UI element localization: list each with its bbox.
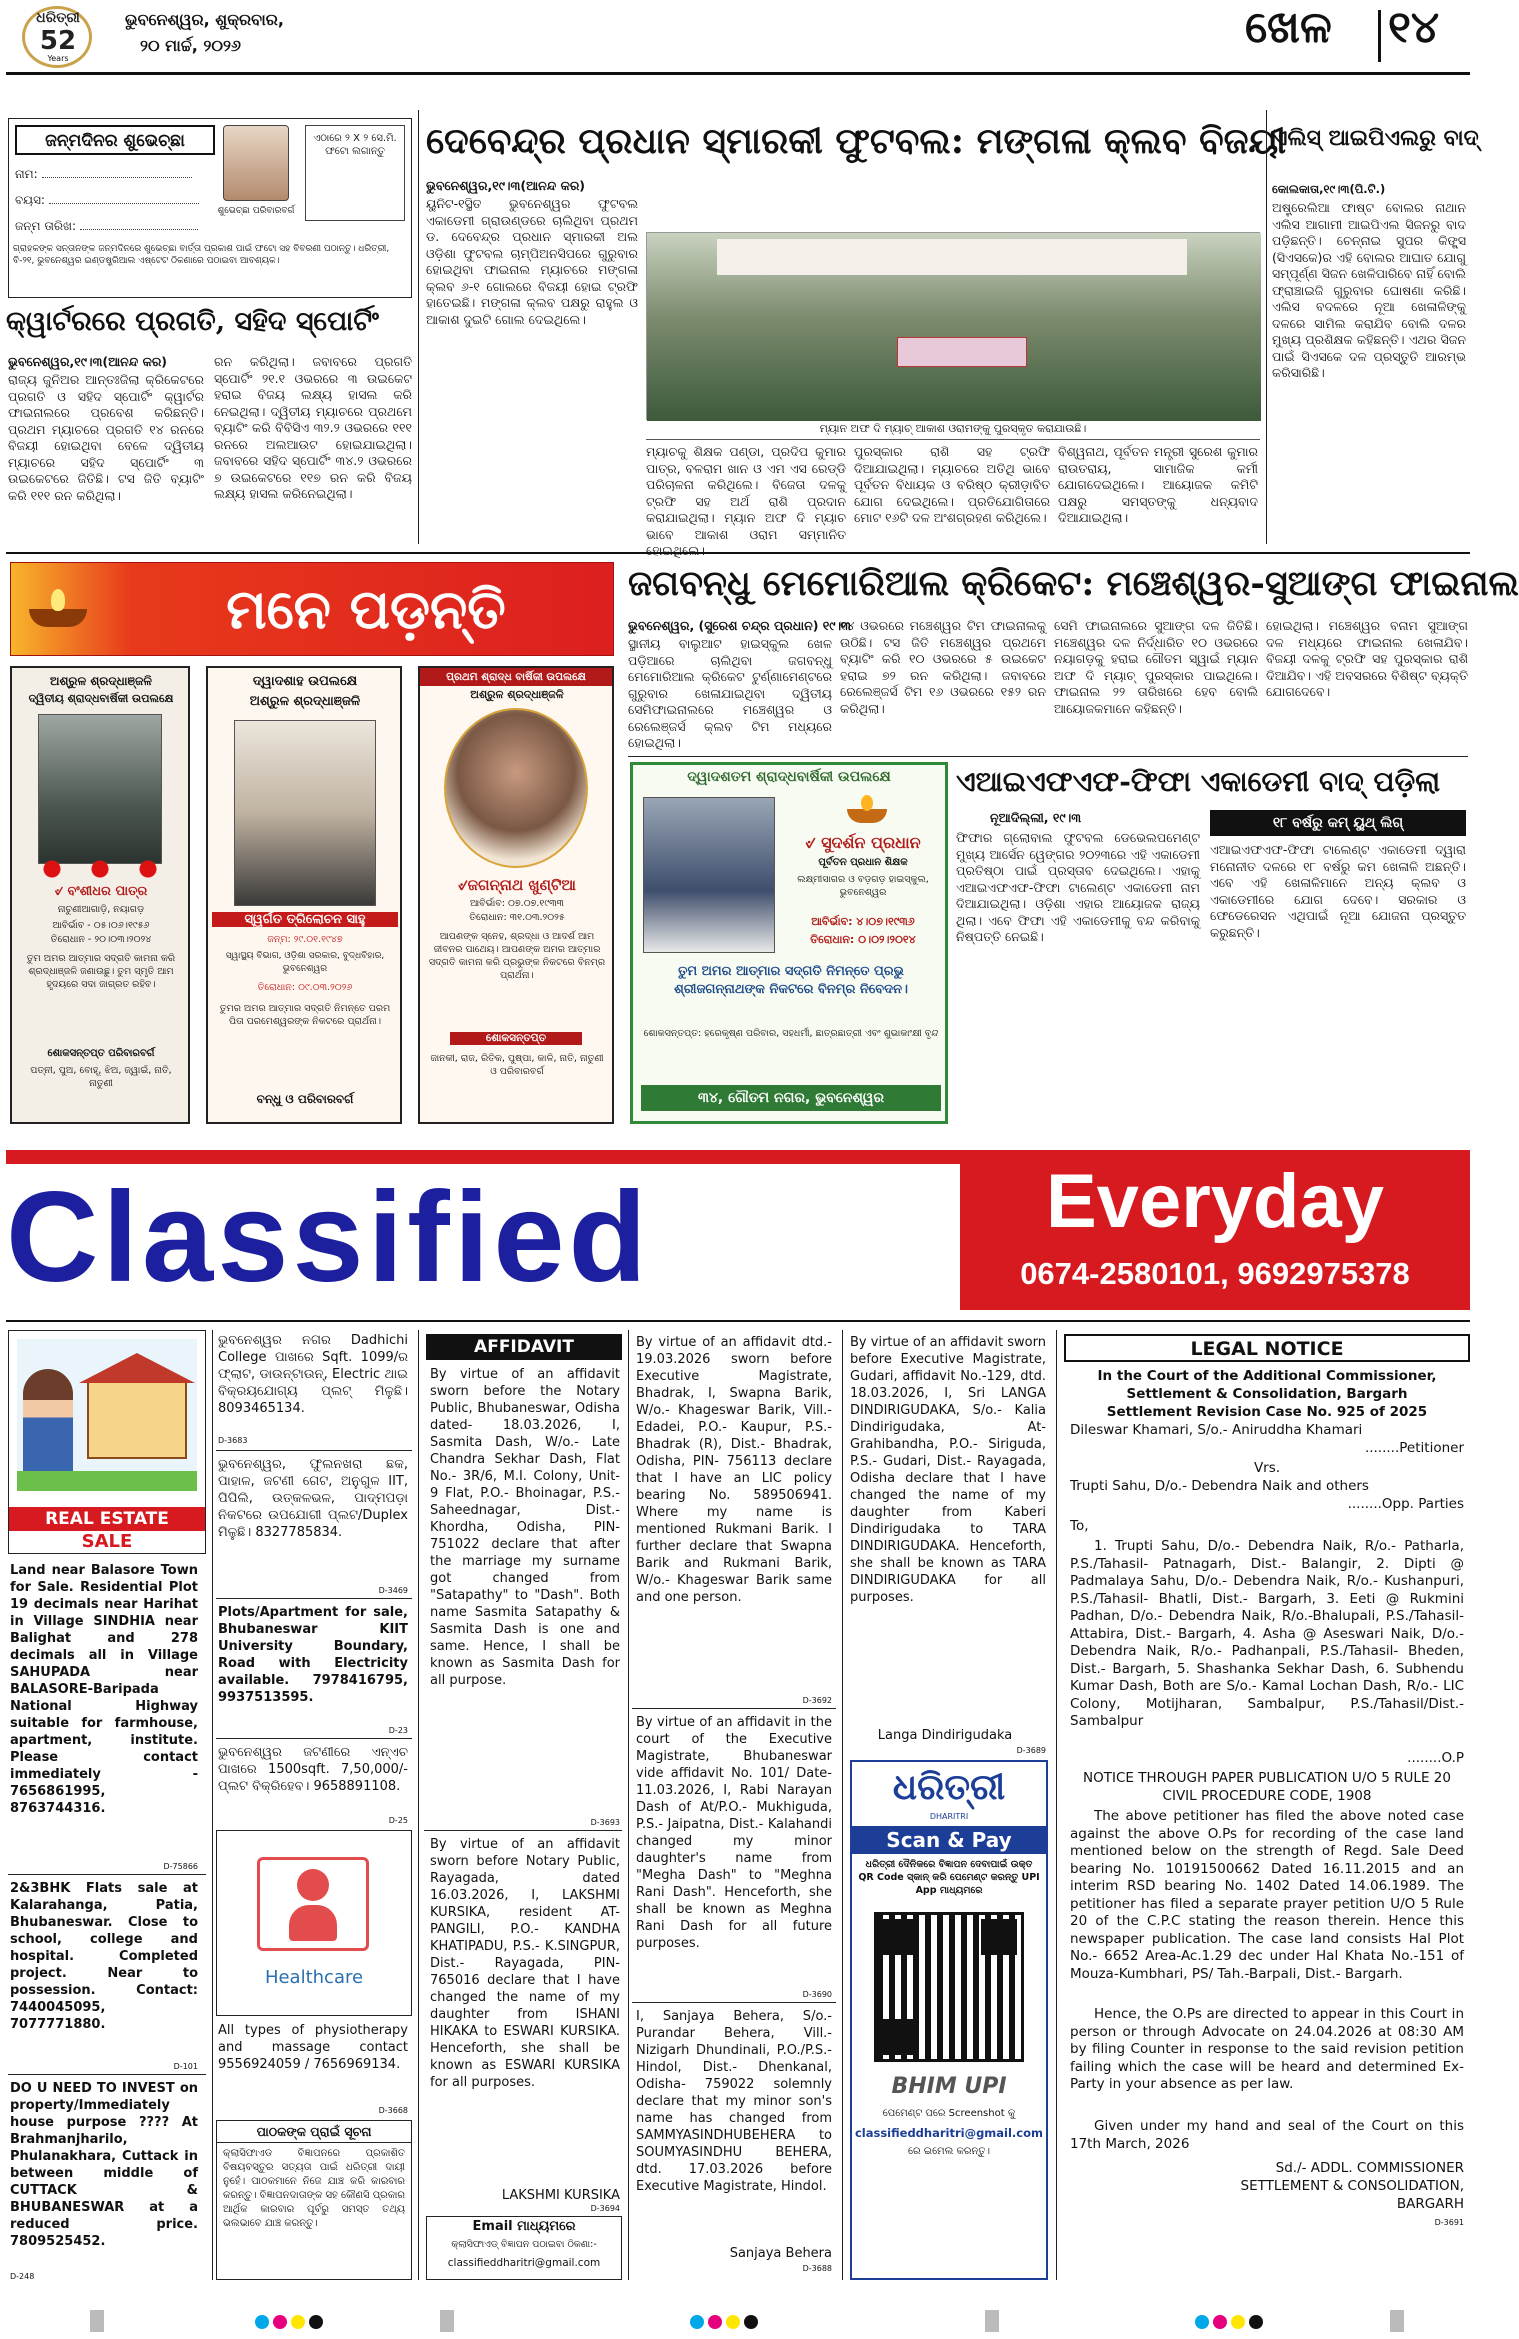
classified-phone[interactable]: 0674-2580101, 9692975378 — [1020, 1256, 1410, 1291]
aiff-col1: ଫିଫାର ଗ୍ଲୋବାଲ ଫୁଟବଲ ଡେଭେଲପମେଣ୍ଟ ମୁଖ୍ୟ ଆର୍ସେନ ୱେଙ୍ଗର ୨୦୨୩ରେ ଏହି ଏକାଡେମୀ ପ୍ରତିଷ୍ଠା ପାଇଁ ପ୍ରସ୍ତାବ ଦେଇଥିଲେ। ଏହାକୁ ଏଆଇଏଫଏଫ-ଫିଫା ଟାଲେଣ୍ଟ ଏକାଡେମୀ ନାମ ଦିଆଯାଇଥିଲା। ଓଡ଼ିଶା ଏହାର ଆୟୋଜକ ରାଜ୍ୟ ଥିଲା। ଏବେ ଫିଫା ଏହି ଏକାଡେମୀକୁ ବନ୍ଦ କରିବାକୁ ନିଷ୍ପତ୍ତି ନେଇଛି। — [956, 830, 1200, 944]
obit3-title: ପ୍ରଥମ ଶ୍ରାଦ୍ଧ ବାର୍ଷିକୀ ଉପଲକ୍ଷେ — [420, 668, 612, 686]
row-divider-2 — [628, 756, 1468, 757]
cyan-dot — [255, 2315, 269, 2329]
black-dot — [1249, 2315, 1263, 2329]
lamp-flame — [51, 589, 65, 611]
mark-group-2 — [255, 2314, 327, 2333]
print-marks — [0, 2300, 1476, 2339]
pay-footer: ପେମେଣ୍ଟ ପରେ Screenshot କୁ — [882, 2108, 1016, 2119]
obit1-title: ଅଶ୍ରୁଳ ଶ୍ରଦ୍ଧାଞ୍ଜଳି — [50, 674, 152, 688]
classified-tag: Everyday — [1045, 1159, 1385, 1244]
black-dot — [744, 2315, 758, 2329]
reader-notice — [216, 2120, 412, 2280]
pay-email[interactable]: classifieddharitri@gmail.com — [854, 2126, 1044, 2140]
dadhichi-ad-ref: D-3683 — [218, 1436, 248, 1445]
obit4-birth: ଆବିର୍ଭାବ: ୪।୦୭।୧୯୩୬ — [811, 915, 915, 928]
obit4-school: ଲକ୍ଷ୍ମୀସାଗର ଓ ବଡ଼ଗଡ଼ ହାଇସ୍କୁଲ, ଭୁବନେଶ୍ୱର — [797, 874, 929, 898]
real-estate-box — [8, 1330, 206, 1554]
obit1-body: ତୁମ ଅମର ଆତ୍ମାର ସଦ୍‌ଗତି କାମନା କରି ଶ୍ରଦ୍ଧାଞ୍ଜଳି ଜଣାଉଛୁ। ତୁମ ସ୍ମୃତି ଆମ ହୃଦୟରେ ସଦା ଜାଗ୍ରତ ରହିବ। — [26, 953, 176, 990]
affidavit-langa: By virtue of an affidavit sworn before Executive Magistrate, Gudari, affidavit No.-129, dtd. 18.03.2026, I, Sri LANGA DINDIRIGUDAKA, S/o.- Kalia Dindirigudaka, At- Grahibandha, P.O.- Siriguda, P.S.- Gudari, Dist.- Rayagada, Odisha declare that I have changed the name of my daughter from Kaberi Dindirigudaka to TARA DINDIRIGUDAKA. Henceforth, she shall be known as TARA DINDIRIGUDAKA for all purposes. — [850, 1335, 1046, 1605]
aff-div-1 — [424, 1830, 622, 1831]
masthead-rule — [6, 72, 1470, 75]
affidavit-sasmita-ref: D-3693 — [590, 1818, 620, 1827]
football-headline: ଦେବେନ୍ଦ୍ର ପ୍ରଧାନ ସ୍ମାରକୀ ଫୁଟବଲ: ମଙ୍ଗଳା କ୍ଲବ ବିଜୟୀ — [426, 120, 1287, 162]
c4-div-1 — [632, 1708, 836, 1709]
quarter-headline: କ୍ୱାର୍ଟରରେ ପ୍ରଗତି, ସହିଦ ସ୍ପୋର୍ଟିଂ — [6, 306, 379, 337]
pay-title: Scan & Pay — [852, 1826, 1046, 1854]
legal-court: In the Court of the Additional Commissioner, Settlement & Consolidation, Bargarh — [1097, 1368, 1437, 1402]
page-number: ୧୪ — [1388, 2, 1440, 53]
affidavit-swapna-ref: D-3692 — [802, 1696, 832, 1705]
jatni-plot-ad-ref: D-25 — [388, 1816, 408, 1825]
reader-notice-body: କ୍ଲାସିଫାଏଡ ବିଜ୍ଞାପନରେ ପ୍ରକାଶିତ ବିଷୟବସ୍ତୁର ସତ୍ୟତା ପାଇଁ ଧରିତ୍ରୀ ଦାୟୀ ନୁହେଁ। ପାଠକମାନେ ନିଜେ ଯାଞ୍ଚ କରି କାରବାର କରନ୍ତୁ। ବିଜ୍ଞାପନଦାତାଙ୍କ ସହ କୌଣସି ପ୍ରକାର ଆର୍ଥିକ କାରବାର ପୂର୍ବରୁ ସମସ୍ତ ତଥ୍ୟ ଭଲଭାବେ ଯାଞ୍ଚ କରନ୍ତୁ। — [223, 2148, 406, 2229]
mark-group-1 — [90, 2310, 104, 2336]
masthead-date-line1: ଭୁବନେଶ୍ୱର, ଶୁକ୍ରବାର, — [125, 10, 284, 29]
legal-vrs: Vrs. — [1253, 1460, 1281, 1476]
physio-ad: All types of physiotherapy and massage contact 9556924059 / 7656969134. — [218, 2023, 408, 2072]
obit1-sub: ଦ୍ୱିତୀୟ ଶ୍ରାଦ୍ଧବାର୍ଷିକୀ ଉପଲକ୍ଷେ — [28, 692, 174, 705]
col-divider-right — [1266, 110, 1267, 544]
mark-group-4 — [690, 2314, 762, 2333]
legal-opp-name: Trupti Sahu, D/o.- Debendra Naik and others — [1070, 1478, 1369, 1494]
row-divider-1 — [6, 552, 1470, 554]
obit4-role: ପୂର୍ବତନ ପ୍ରଧାନ ଶିକ୍ଷକ — [818, 857, 908, 868]
cls-div-2 — [418, 1330, 419, 2280]
birthday-wishers: ଶୁଭେଚ୍ଛା ପରିବାରବର୍ଗ — [217, 206, 295, 216]
football-col2: ମ୍ୟାଚକୁ ଶିକ୍ଷକ ପଣ୍ଡା, ପ୍ରଦିପ କୁମାର ପାତ୍ର, ବଳରାମ ଖାନ ଓ ଏମ ଏସ ରେଡ୍ଡି ପରିଚାଳନା କରିଥିଲେ। ବିଜେତା ଦଳକୁ ଟ୍ରଫି ସହ ଅର୍ଥ ରାଶି ପ୍ରଦାନ କରାଯାଇଥିଲା। ମ୍ୟାନ ଅଫ ଦି ମ୍ୟାଚ ଭାବେ ଆକାଶ ଓରାମ ସମ୍ମାନିତ ହୋଇଥିଲେ। — [646, 444, 846, 558]
lamp-base — [29, 609, 87, 627]
legal-op-tag: ........O.P — [1407, 1750, 1464, 1766]
mark-group-6 — [1195, 2314, 1267, 2333]
pay-text: ଧରିତ୍ରୀ ଦୈନିକରେ ବିଜ୍ଞାପନ ଦେବାପାଇଁ ଉକ୍ତ QR Code ସ୍କାନ୍ କରି ପେମେଣ୍ଟ କରନ୍ତୁ UPI App ମାଧ୍ୟମରେ — [858, 1859, 1040, 1896]
yellow-dot — [1231, 2315, 1245, 2329]
masthead — [0, 0, 1476, 72]
grey-mark — [985, 2310, 999, 2332]
legal-sign-2: SETTLEMENT & CONSOLIDATION, — [1240, 2178, 1464, 2194]
obit4-lamp-base — [847, 809, 887, 823]
affidavit-langa-ref: D-3689 — [1016, 1746, 1046, 1755]
land-ad-ref: D-75866 — [163, 1862, 198, 1871]
real-estate-label: REAL ESTATE — [9, 1507, 205, 1531]
obit1-family-names: ପତ୍ନୀ, ପୁଅ, ବୋହୂ, ଝିଅ, ଜ୍ୱାଇଁ, ନାତି, ନାତୁଣୀ — [30, 1065, 172, 1089]
obit-ad-4 — [630, 762, 948, 1124]
legal-body-3: Given under my hand and seal of the Court on this 17th March, 2026 — [1070, 2118, 1464, 2152]
invest-ad-ref: D-248 — [10, 2272, 35, 2281]
healthcare-person — [297, 1869, 329, 1901]
football-col4: ବିଶ୍ୱନାଥ, ପୂର୍ବତନ ମନ୍ତ୍ରୀ ସୁରେଶ କୁମାର ରାଉତରାୟ, ସାମାଜିକ କର୍ମୀ ଯୋଗଦେଇଥିଲେ। ଆୟୋଜକ କମିଟି ପକ୍ଷରୁ ସମସ୍ତଙ୍କୁ ଧନ୍ୟବାଦ ଦିଆଯାଇଥିଲା। — [1058, 444, 1258, 525]
jatni-plot-ad: ଭୁବନେଶ୍ୱର ଜଟଣୀରେ ଏନ୍ଏଚ ପାଖରେ 1500sqft. 7,50,000/- ପ୍ଲଟ ବିକ୍ରିହେବ। 9658891108. — [218, 1745, 408, 1794]
obit2-address: ସ୍ୱାସ୍ଥ୍ୟ ବିଭାଗ, ଓଡ଼ିଶା ସରକାର, ବୁଦ୍ଧବିହାର, ଭୁବନେଶ୍ୱର — [225, 951, 385, 974]
obit1-death: ତିରୋଧାନ - ୨୦।୦୩।୨୦୨୪ — [50, 934, 152, 945]
col2-div-3 — [216, 1738, 412, 1739]
football-photo-cheque — [897, 337, 1027, 367]
quarter-dateline: ଭୁବନେଶ୍ୱର,୧୯।୩(ଆନନ୍ଦ କର) — [8, 354, 168, 369]
legal-case: Settlement Revision Case No. 925 of 2025 — [1106, 1404, 1428, 1420]
football-col3: ପୁରସ୍କାର ରାଶି ସହ ଟ୍ରଫି ଦିଆଯାଇଥିଲା। ମ୍ୟାଚରେ ଅତିଥି ଭାବେ ପୂର୍ବତନ ବିଧାୟକ ଓ ବରିଷ୍ଠ କ୍ରୀଡ଼ାବିତ ଯୋଗ ଦେଇଥିଲେ। ପ୍ରତିଯୋଗିତାରେ ମୋଟ ୧୬ଟି ଦଳ ଅଂଶଗ୍ରହଣ କରିଥିଲେ। — [854, 444, 1050, 525]
col-divider-left — [418, 110, 419, 544]
affidavit-rabi: By virtue of an affidavit in the court of the Executive Magistrate, Bhubaneswar vide affidavit No. 101/ Date- 11.03.2026, I, Rabi Narayan Dash of At/P.O.- Mukhiguda, P.S.- Jaipatna, Dist.- Kalahandi changed my minor daughter's name from "Megha Dash" to "Meghna Rani Dash". Henceforth, she shall be known as Meghna Rani Dash for all future purposes. — [636, 1715, 832, 1951]
legal-opp-tag: ........Opp. Parties — [1347, 1496, 1464, 1512]
magenta-dot — [273, 2315, 287, 2329]
obit4-message: ତୁମ ଅମର ଆତ୍ମାର ସଦ୍‌ଗତି ନିମନ୍ତେ ପ୍ରଭୁ ଶ୍ରୀଜଗନ୍ନାଥଙ୍କ ନିକଟରେ ବିନମ୍ର ନିବେଦନ। — [674, 964, 908, 997]
classified-tag-box — [960, 1150, 1470, 1310]
obit4-lamp-flame — [861, 795, 873, 811]
phulnakhara-ad-ref: D-3469 — [378, 1586, 408, 1595]
magenta-dot — [708, 2315, 722, 2329]
aiff-col2: ଏଆଇଏଫଏଫ-ଫିଫା ଟାଲେଣ୍ଟ ଏକାଡେମୀ ଦ୍ୱାରା ମନୋନୀତ ଦଳରେ ୧୮ ବର୍ଷରୁ କମ ଖେଳାଳି ଅଛନ୍ତି। ଏବେ ଏହି ଖେଳାଳିମାନେ ଅନ୍ୟ କ୍ଲବ ଓ ଏକାଡେମୀରେ ଯୋଗ ଦେବେ। ସରକାର ଓ ଫେଡେରେସନ ଏଥିପାଇଁ ନୂଆ ଯୋଜନା ପ୍ରସ୍ତୁତ କରୁଛନ୍ତି। — [1210, 842, 1466, 940]
obit-ad-3 — [418, 666, 614, 1124]
cyan-dot — [1195, 2315, 1209, 2329]
affidavit-sanjaya: I, Sanjaya Behera, S/o.- Purandar Behera, Vill.- Nizigarh Dhundinali, P.O./P.S.- Hindol, Dist.- Dhenkanal, Odisha- 759022 solemnly declare that my minor son's name has changed from SAMMYASINDHUBEHERA to SOUMYASINDHU BEHERA, dtd. 17.03.2026 before Executive Magistrate, Hindol. — [636, 2009, 832, 2194]
magenta-dot — [1213, 2315, 1227, 2329]
physio-ad-ref: D-3668 — [378, 2106, 408, 2115]
ipl-body: ଅଷ୍ଟ୍ରେଲିଆ ଫାଷ୍ଟ ବୋଲର ନାଥାନ ଏଲିସ ଆଗାମୀ ଆଇପିଏଲ ସିଜନରୁ ବାଦ ପଡ଼ିଛନ୍ତି। ଚେନ୍ନାଇ ସୁପର କିଙ୍ଗ୍ସ (ସିଏସକେ)ର ଏହି ବୋଲର ଆଘାତ ଯୋଗୁ ସମ୍ପୂର୍ଣ୍ଣ ସିଜନ ଖେଳିପାରିବେ ନାହିଁ ବୋଲି ଫ୍ରାଞ୍ଚାଇଜି ଗୁରୁବାର ଘୋଷଣା କରିଛି। ଏଲିସ ବଦଳରେ ନୂଆ ଖେଳାଳିଙ୍କୁ ଦଳରେ ସାମିଲ କରାଯିବ ବୋଲି ଦଳର ମୁଖ୍ୟ ପ୍ରଶିକ୍ଷକ କହିଛନ୍ତି। ଏଥର ସିଜନ ପାଇଁ ସିଏସକେ ଦଳ ପ୍ରସ୍ତୁତି ଆରମ୍ଭ କରିସାରିଛି। — [1272, 200, 1466, 380]
grass — [17, 1471, 197, 1491]
grey-mark — [1390, 2310, 1404, 2332]
obit4-death: ତିରୋଧାନ: ୦।୦୨।୨୦୧୪ — [810, 933, 916, 946]
obit4-photo — [643, 797, 775, 953]
affidavit-header: AFFIDAVIT — [426, 1334, 622, 1360]
obit3-name: ୰ଜଗନ୍ନାଥ ଖୁଣ୍ଟିଆ — [458, 876, 576, 894]
obit2-photo — [234, 720, 376, 906]
black-dot — [309, 2315, 323, 2329]
birthday-photo-slot: ଏଠାରେ ୨ X ୨ ସେ.ମି. ଫଟୋ ଲଗାନ୍ତୁ — [305, 125, 405, 221]
birthday-title: ଜନ୍ମଦିନର ଶୁଭେଚ୍ଛା — [15, 125, 215, 155]
affidavit-lakshmi-sign: LAKSHMI KURSIKA — [501, 2188, 620, 2203]
classified-rule — [6, 1320, 1470, 1322]
invest-ad: DO U NEED TO INVEST on property/Immediately house purpose ???? At Brahmanjharilo, Phulanakhara, Cuttack in between middle of CUTTACK & BHUBANESWAR at a reduced price. 7809525452. — [10, 2081, 198, 2249]
healthcare-icon — [251, 1851, 379, 1961]
classified-top-bar — [6, 1150, 960, 1164]
legal-title: LEGAL NOTICE — [1064, 1334, 1470, 1362]
affidavit-lakshmi: By virtue of an affidavit sworn before Notary Public, Rayagada, dated 16.03.2026, I, LAKSHMI KURSIKA, resident AT- PANGILI, P.O.- KANDHA KHATIPADU, P.S.- K.SINGPUR, Dist.- Rayagada, PIN- 765016 declare that I have changed the name of my daughter from ISHANI HIKAKA to ESWARI KURSIKA. Henceforth, she shall be known as ESWARI KURSIKA for all purposes. — [430, 1837, 620, 2090]
obit-ad-2 — [206, 666, 402, 1124]
obit3-family-names: ଜାନକୀ, ରାଜ, ରିତିକ, ପୁଷ୍ପା, କାଳି, ନାତି, ନାତୁଣୀ ଓ ପରିବାରବର୍ଗ — [430, 1053, 604, 1077]
football-caption: ମ୍ୟାନ ଅଫ ଦି ମ୍ୟାଚ୍ ଆକାଶ ଓରାମଙ୍କୁ ପୁରସ୍କୃତ କରାଯାଉଛି। — [646, 422, 1260, 440]
affidavit-sasmita: By virtue of an affidavit sworn before the Notary Public, Bhubaneswar, Odisha dated- 18.03.2026, I, Sasmita Dash, W/o.- Late Chandra Sekhar Dash, Flat No.- 3R/6, M.I. Colony, Unit- 9 Flat, P.O.- Bhoinagar, P.S.-Saheednagar, Dist.- Khordha, Odisha, PIN-751022 declare that after the marriage my surname got changed from "Satapathy" to "Dash". Both name Sasmita Satapathy & Sasmita Dash is one and same. Hence, I shall be known as Sasmita Dash for all purpose. — [430, 1367, 620, 1688]
legal-sign-3: BARGARH — [1396, 2196, 1464, 2212]
obit3-photo — [444, 708, 588, 868]
obit4-family: ଶୋକସନ୍ତପ୍ତ: ହରେକୃଷ୍ଣ ପରିବାର, ସହଧର୍ମୀ, ଛାତ୍ରଛାତ୍ରୀ ଏବଂ ଶୁଭାକାଂକ୍ଷୀ ବୃନ୍ଦ — [643, 1028, 939, 1039]
jagabandhu-col1: ସ୍ଥାନୀୟ ବାଲୁଆଟ ହାଇସ୍କୁଲ ଖେଳ ପଡ଼ିଆରେ ଚାଲିଥିବା ଜଗବନ୍ଧୁ ମେମୋରିଆଲ କ୍ରିକେଟ ଟୁର୍ଣ୍ଣାମେଣ୍ଟରେ ଗୁରୁବାର ଖେଳାଯାଇଥିବା ଦ୍ୱିତୀୟ ସେମିଫାଇନାଲରେ ମଞ୍ଚେଶ୍ୱର ଓ ରେଲେଞ୍ଜର୍ସ କ୍ଲବ ଟିମ ମଧ୍ୟରେ ହୋଇଥିଲା। — [628, 636, 832, 750]
birthday-note: ଗ୍ରାହକଙ୍କ ସନ୍ତାନଙ୍କ ଜନ୍ମଦିନରେ ଶୁଭେଚ୍ଛା ବାର୍ତ୍ତା ପ୍ରକାଶ ପାଇଁ ଫଟୋ ସହ ବିବରଣୀ ପଠାନ୍ତୁ। ଧରିତ୍ରୀ, ବି-୨୧, ଭୁବନେଶ୍ୱର ଇଣ୍ଡଷ୍ଟ୍ରିଆଲ ଏଷ୍ଟେଟ ଠିକଣାରେ ପଠାଇବା ଆବଶ୍ୟକ। — [13, 244, 390, 266]
house-roof — [79, 1353, 195, 1383]
email-sub: କ୍ଲାସିଫାଏଡ୍ ବିଜ୍ଞାପନ ପଠାଇବା ଠିକଣା:- — [451, 2239, 597, 2250]
legal-petitioner-tag: ........Petitioner — [1364, 1440, 1464, 1456]
pay-footer2: ରେ ଇମେଲ କରନ୍ତୁ। — [908, 2146, 990, 2157]
obit2-sub: ଅଶ୍ରୁଳ ଶ୍ରଦ୍ଧାଞ୍ଜଳି — [249, 694, 361, 709]
kiit-plots-ad: Plots/Apartment for sale, Bhubaneswar KIIT University Boundary, Road with Electricity available. 7978416795, 9937513595. — [218, 1605, 408, 1705]
obit3-birth: ଆବିର୍ଭାବ: ୦୭.୦୭.୧୯୩୩ — [469, 898, 565, 909]
kiit-plots-ad-ref: D-23 — [388, 1726, 408, 1735]
obit4-lamp-icon — [847, 795, 887, 825]
flats-ad-ref: D-101 — [173, 2062, 198, 2071]
classified-word: Classified — [6, 1166, 651, 1309]
obit3-body: ଆପଣଙ୍କ ସ୍ନେହ, ଶ୍ରଦ୍ଧା ଓ ଆଦର୍ଶ ଆମ ଜୀବନର ପାଥେୟ। ଆପଣଙ୍କ ଅମର ଆତ୍ମାର ସଦ୍‌ଗତି କାମନା କରି ପ୍ରଭୁଙ୍କ ନିକଟରେ ବିନମ୍ର ପ୍ରାର୍ଥନା। — [428, 931, 606, 981]
birthday-dob-label: ଜନ୍ମ ତାରିଖ: — [15, 219, 215, 234]
mane-banner-title: ମନେ ପଡ଼ନ୍ତି — [226, 577, 506, 641]
anniversary-number: 52 — [39, 26, 77, 56]
qr-code[interactable] — [874, 1912, 1024, 2062]
col1-div-1 — [8, 1874, 206, 1875]
mark-group-5 — [985, 2310, 999, 2336]
land-ad: Land near Balasore Town for Sale. Residential Plot 19 decimals near Harihat in Village SINDHIA near Balighat and 278 decimals all in Village SAHUPADA near BALASORE-Baripada National Highway suitable for farmhouse, apartment, institute. Please contact immediately - 7656861995, 8763744316. — [10, 1563, 198, 1816]
jagabandhu-col4: ହୋଇଥିଲା। ମଞ୍ଚେଶ୍ୱର ବନାମ ସୁଆଙ୍ଗ ଦଳ ମଧ୍ୟରେ ଫାଇନାଲ ଖେଳାଯିବ। ବିଜୟୀ ଦଳକୁ ଟ୍ରଫି ସହ ପୁରସ୍କାର ରାଶି ଦିଆଯିବ। ଏହି ଅବସରରେ ବିଶିଷ୍ଟ ବ୍ୟକ୍ତି ଯୋଗଦେବେ। — [1266, 618, 1468, 699]
obit2-death: ତିରୋଧାନ: ୦୯.୦୩.୨୦୨୬ — [257, 982, 353, 993]
legal-petitioner-name: Dileswar Khamari, S/o.- Aniruddha Khamari — [1070, 1422, 1363, 1438]
aiff-headline: ଏଆଇଏଫଏଫ-ଫିଫା ଏକାଡେମୀ ବାଦ୍ ପଡ଼ିଲା — [956, 765, 1441, 798]
email-address[interactable]: classifieddharitri@gmail.com — [447, 2257, 601, 2269]
ipl-headline: ଏଲିସ୍ ଆଇପିଏଲରୁ ବାଦ୍ — [1272, 125, 1479, 151]
football-dateline: ଭୁବନେଶ୍ୱର,୧୯।୩(ଆନନ୍ଦ କର) — [426, 178, 586, 193]
col2-div-1 — [216, 1450, 412, 1451]
jagabandhu-col3: ସେମି ଫାଇନାଲରେ ସୁଆଙ୍ଗ ଦଳ ଜିତିଛି। ମଞ୍ଚେଶ୍ୱର ଦଳ ନିର୍ଦ୍ଧାରିତ ୧୦ ଓଭରରେ ନୟାଗଡ଼କୁ ହରାଇ ଗୌତମ ସ୍ୱାଇଁ ମ୍ୟାନ ଅଫ ଦି ମ୍ୟାଚ୍ ପୁରସ୍କାର ପାଇଥିଲେ। ଫାଇନାଲ ୨୨ ତାରିଖରେ ହେବ ବୋଲି ଆୟୋଜକମାନେ କହିଛନ୍ତି। — [1054, 618, 1258, 716]
aiff-dateline: ନୂଆଦିଲ୍ଲୀ, ୧୯।୩ — [990, 810, 1082, 825]
obit2-title: ଦ୍ୱାଦଶାହ ଉପଲକ୍ଷେ — [252, 674, 358, 689]
healthcare-label: Healthcare — [264, 1967, 364, 1988]
email-box — [426, 2216, 622, 2280]
phulnakhara-ad: ଭୁବନେଶ୍ୱର, ଫୁଲନଖରା ଛକ, ପାହାଳ, ଜଟଣୀ ଗେଟ, ଅନୁଗୁଳ IIT, ପିପିଲି, ଉତ୍କଳଭଳ, ପାଦ୍ମପଡ଼ା ନିକଟରେ ଉପଯୋଗୀ ପ୍ଲଟ/Duplex ମିଳୁଛି। 8327785834. — [218, 1457, 408, 1540]
jagabandhu-dateline: ଭୁବନେଶ୍ୱର, (ସୁରେଶ ଚନ୍ଦ୍ର ପ୍ରଧାନ) ୧୯।୩ — [628, 618, 851, 633]
healthcare-body — [289, 1905, 337, 1941]
mark-group-3 — [440, 2310, 454, 2336]
obit2-body: ତୁମର ଅମର ଆତ୍ମାର ସଦ୍‌ଗତି ନିମନ୍ତେ ପରମ ପିତା ପରମେଶ୍ୱରଙ୍କ ନିକଟରେ ପ୍ରାର୍ଥନା। — [219, 1003, 391, 1027]
agent-icon — [23, 1369, 73, 1479]
obit3-sub: ଅଶ୍ରୁଳ ଶ୍ରଦ୍ଧାଞ୍ଜଳି — [470, 688, 564, 701]
section-divider — [1378, 10, 1381, 62]
obit1-place: ନାଚୁଣୀଆଗାଡ଼ି, ନୟାଗଡ଼ — [57, 904, 145, 915]
c4-div-2 — [632, 2002, 836, 2003]
birthday-name-label: ନାମ: — [15, 167, 215, 182]
real-estate-illustration — [17, 1339, 197, 1491]
obit4-name: ୰ ସୁଦର୍ଶନ ପ୍ରଧାନ — [805, 833, 921, 852]
affidavit-rabi-ref: D-3690 — [802, 1990, 832, 1999]
affidavit-lakshmi-ref: D-3694 — [590, 2204, 620, 2213]
scan-pay-box — [850, 1760, 1048, 2280]
lamp-icon — [23, 589, 93, 629]
obit1-flowers — [20, 858, 180, 880]
legal-body-2: Hence, the O.Ps are directed to appear in this Court in person or through Advocate on 24.04.2026 at 08:30 AM by filing Counter in response to the said revision petition failing which the case will be heard and determined Ex-Party in your absence as per law. — [1070, 2006, 1464, 2092]
affidavit-langa-sign: Langa Dindirigudaka — [877, 1728, 1013, 1743]
anniversary-sub: Years — [47, 54, 69, 63]
masthead-logo — [8, 6, 108, 68]
quarter-col2: ରନ କରିଥିଲା। ଜବାବରେ ପ୍ରଗତି ସ୍ପୋର୍ଟିଂ ୨୧.୧ ଓଭରରେ ୩ ଉଇକେଟ ହରାଇ ବିଜୟ ଲକ୍ଷ୍ୟ ହାସଲ କରି ନେଇଥିଲା। ଦ୍ୱିତୀୟ ମ୍ୟାଚରେ ପ୍ରଥମେ ବ୍ୟାଟିଂ କରି ବିବିସିଏ ୩୨.୨ ଓଭରରେ ୧୧୧ ରନରେ ଅଲଆଉଟ ହୋଇଯାଇଥିଲା। ଜବାବରେ ସହିଦ ସ୍ପୋର୍ଟିଂ ୩୪.୨ ଓଭରରେ ୭ ଉଇକେଟରେ ୧୧୭ ରନ କରି ବିଜୟ ଲକ୍ଷ୍ୟ ହାସଲ କରିନେଇଥିଲା। — [214, 354, 412, 501]
legal-notice-head: NOTICE THROUGH PAPER PUBLICATION U/O 5 RULE 20 CIVIL PROCEDURE CODE, 1908 — [1083, 1770, 1451, 1804]
legal-sign-1: Sd./- ADDL. COMMISSIONER — [1275, 2160, 1464, 2176]
cls-div-5 — [1056, 1330, 1057, 2280]
grey-mark — [440, 2310, 454, 2332]
birthday-box — [8, 118, 412, 298]
obit1-birth: ଆବିର୍ଭାବ - ୦୫।୦୬।୧୯୫୬ — [52, 920, 150, 931]
affidavit-sanjaya-sign: Sanjaya Behera — [729, 2246, 832, 2261]
obit4-address: ୩୪, ଗୌତମ ନଗର, ଭୁବନେଶ୍ୱର — [641, 1085, 941, 1111]
legal-notice — [1064, 1330, 1470, 2280]
cls-div-3 — [628, 1330, 629, 2280]
dadhichi-ad: ଭୁବନେଶ୍ୱର ନଗର Dadhichi College ପାଖରେ Sqft. 1099/ର ଫ୍ଲାଟ, ଡାଉନ୍‌ଟାଉନ୍, Electric ଥାଇ ବିକ୍ରୟଯୋଗ୍ୟ ପ୍ଲଟ୍ ମିଳୁଛି। 8093465134. — [218, 1333, 408, 1416]
aiff-tag: ୧୮ ବର୍ଷରୁ କମ୍ ୟୁଥ୍ ଲିଗ୍ — [1210, 810, 1466, 836]
cls-div-1 — [212, 1330, 213, 2280]
mark-group-7 — [1390, 2310, 1404, 2336]
mane-banner — [10, 562, 614, 656]
house-icon — [87, 1379, 187, 1459]
affidavit-swapna: By virtue of an affidavit dtd.- 19.03.2026 sworn before Executive Magistrate, Bhadrak, I, Swapna Barik, W/o.- Khageswar Barik, Vill.- Edadei, P.O.- Kaupur, P.S.- Bhadrak (R), Dist.- Bhadrak, Odisha, PIN- 756113 declare that I have an LIC policy bearing No. 589506941. Where my name is mentioned Rukmani Barik. I further declare that Swapna Barik and Rukmani Barik, W/o.- Khageswar Barik same and one person. — [636, 1335, 832, 1605]
legal-ref: D-3691 — [1434, 2218, 1464, 2227]
bhim-upi-logo: BHIM UPI — [891, 2074, 1007, 2099]
quarter-col1: ରାଜ୍ୟ ଜୁନିଅର ଆନ୍ତଃଜିଲା କ୍ରିକେଟରେ ପ୍ରଗତି ଓ ସହିଦ ସ୍ପୋର୍ଟିଂ କ୍ୱାର୍ଟର ଫାଇନାଲରେ ପ୍ରବେଶ କରିଛନ୍ତି। ପ୍ରଥମ ମ୍ୟାଚରେ ପ୍ରଗତି ୧୪ ରନରେ ବିଜୟୀ ହୋଇଥିବା ବେଳେ ଦ୍ୱିତୀୟ ମ୍ୟାଚରେ ସହିଦ ସ୍ପୋର୍ଟିଂ ୩ ଉଇକେଟରେ ଜିତିଛି। ଟସ ଜିତି ବ୍ୟାଟିଂ କରି ୧୧୧ ରନ କରିଥିଲା। — [8, 372, 204, 503]
legal-body-1: The above petitioner has filed the above noted case against the above O.Ps for recording of the case land mentioned below on the strength of Regd. Sale Deed bearing No. 10191500662 Dated 16.11.2015 and an interim RSD bearing No. 1402 Dated 14.06.1989. The petitioner has filed a separate prayer petition U/O 5 Rule 20 of the C.P.C stating the reason therein. Hence this newspaper publication. The case land consists Hal Plot No.- 6652 Area-Ac.1.29 dec under Hal Khata No.-151 of Mouza-Kumbhari, PS/ Tah.-Barpali, Dist.- Bargarh. — [1070, 1808, 1464, 1982]
obit3-death: ତିରୋଧାନ: ୩୧.୦୩.୨୦୨୫ — [469, 912, 565, 923]
flats-ad: 2&3BHK Flats sale at Kalarahanga, Patia, Bhubaneswar. Close to school, college and hospital. Completed project. Near to possession. Contact: 7440045095, 7077771880. — [10, 1881, 198, 2032]
jagabandhu-col2: ୧୪ ଓଭରରେ ମଞ୍ଚେଶ୍ୱର ଟିମ ଫାଇନାଲକୁ ଉଠିଛି। ଟସ ଜିତି ମଞ୍ଚେଶ୍ୱର ପ୍ରଥମେ ବ୍ୟାଟିଂ କରି ୧୦ ଓଭରରେ ୫ ଉଇକେଟ ହରାଇ ୭୨ ରନ କରିଥିଲା। ଜବାବରେ ରେଲେଞ୍ଜର୍ସ ଟିମ ୧୬ ଓଭରରେ ୧୫୨ ରନ କରିଥିଲା। — [840, 618, 1046, 716]
obit2-name: ସ୍ୱର୍ଗତ ତ୍ରିଲୋଚନ ସାହୁ — [212, 912, 398, 927]
legal-list: 1. Trupti Sahu, D/o.- Debendra Naik, R/o.- Patharla, P.S./Tahasil- Patnagarh, Dist.- Balangir, 2. Dipti @ Padmalaya Sahu, D/o.- Debendra Naik, R/o.- Kushanpuri, P.S./Tahasil- Bhatli, Dist.- Bargarh, 3. Eeti @ Rukmini Padhan, D/o.- Debendra Naik, R/o.-Bhalupali, P.S./Tahasil- Attabira, Dist.- Bargarh, 4. Asha @ Aseswari Naik, D/o.- Debendra Naik, R/o.- Padhanpali, P.S./Tahasil- Bheden, Dist.- Bargarh, 5. Shashanka Sekhar Dash, 6. Subhendu Kumar Dash, Both are S/o.- Kamal Lochan Dash, R/o.- LIC Colony, Motijharan, Sambalpur, P.S./Tahasil/Dist.- Sambalpur — [1070, 1538, 1464, 1729]
obit1-family: ଶୋକସନ୍ତପ୍ତ ପରିବାରବର୍ଗ — [47, 1048, 155, 1059]
obit2-family: ବନ୍ଧୁ ଓ ପରିବାରବର୍ଗ — [256, 1092, 354, 1106]
football-photo — [646, 232, 1260, 420]
masthead-date-line2: ୨୦ ମାର୍ଚ୍ଚ, ୨୦୨୬ — [140, 36, 241, 55]
legal-to: To, — [1070, 1518, 1089, 1534]
classified-banner — [6, 1150, 1470, 1310]
obit1-name: ୰ ବଂଶୀଧର ପାତ୍ର — [54, 884, 148, 899]
grey-mark — [90, 2310, 104, 2332]
pay-logo: ଧରିତ୍ରୀ — [892, 1766, 1006, 1808]
section-name: ଖେଳ — [1245, 2, 1332, 53]
obit4-title: ଦ୍ୱାଦଶତମ ଶ୍ରାଦ୍ଧବାର୍ଷିକୀ ଉପଲକ୍ଷେ — [687, 769, 891, 785]
birthday-child-photo — [223, 125, 289, 201]
col1-div-2 — [8, 2074, 206, 2075]
pay-logo-sub: DHARITRI — [929, 1812, 969, 1821]
cls-div-4 — [842, 1330, 843, 2280]
yellow-dot — [726, 2315, 740, 2329]
reader-notice-title: ପାଠକଙ୍କ ପ୍ରାଇଁ ସୂଚନା — [217, 2121, 411, 2143]
birthday-age-label: ବୟସ: — [15, 193, 215, 208]
football-photo-banner — [717, 239, 1187, 275]
football-lead: ୟୁନିଟ-୧ସ୍ଥିତ ଭୁବନେଶ୍ୱର ଫୁଟବଲ ଏକାଡେମୀ ଗ୍ରାଉଣ୍ଡରେ ଚାଲିଥିବା ପ୍ରଥମ ଡ. ଦେବେନ୍ଦ୍ର ପ୍ରଧାନ ସ୍ମାରକୀ ଅଲ ଓଡ଼ିଶା ଫୁଟବଲ ଚାମ୍ପିଅନସିପରେ ଗୁରୁବାର ହୋଇଥିବା ଫାଇନାଲ ମ୍ୟାଚରେ ମଙ୍ଗଳା କ୍ଲବ ୬-୧ ଗୋଲରେ ବିଜୟୀ ହୋଇ ଟ୍ରଫି ହାତେଇଛି। ମଙ୍ଗଳା କ୍ଲବ ପକ୍ଷରୁ ରାହୁଲ ଓ ଆକାଶ ଦୁଇଟି ଗୋଲ ଦେଇଥିଲେ। — [426, 196, 638, 327]
col2-div-2 — [216, 1598, 412, 1599]
affidavit-sanjaya-ref: D-3688 — [802, 2264, 832, 2273]
jagabandhu-headline: ଜଗବନ୍ଧୁ ମେମୋରିଆଲ କ୍ରିକେଟ: ମଞ୍ଚେଶ୍ୱର-ସୁଆଙ୍ଗ ଫାଇନାଲ — [628, 563, 1519, 604]
sale-label: SALE — [81, 1531, 133, 1552]
obit2-birth: ଜନ୍ମ: ୨୯.୦୧.୧୯୪୭ — [267, 934, 343, 945]
logo-text: ଧରିତ୍ରୀ — [36, 10, 80, 26]
email-label: Email ମାଧ୍ୟମରେ — [472, 2219, 576, 2234]
obit1-photo — [38, 714, 162, 864]
ipl-dateline: କୋଲକାତା,୧୯।୩(ପି.ଟି.) — [1272, 182, 1386, 196]
cyan-dot — [690, 2315, 704, 2329]
obit3-family: ଶୋକସନ୍ତପ୍ତ — [450, 1032, 582, 1045]
yellow-dot — [291, 2315, 305, 2329]
healthcare-box — [216, 1830, 412, 2016]
obit-ad-1 — [10, 666, 190, 1124]
